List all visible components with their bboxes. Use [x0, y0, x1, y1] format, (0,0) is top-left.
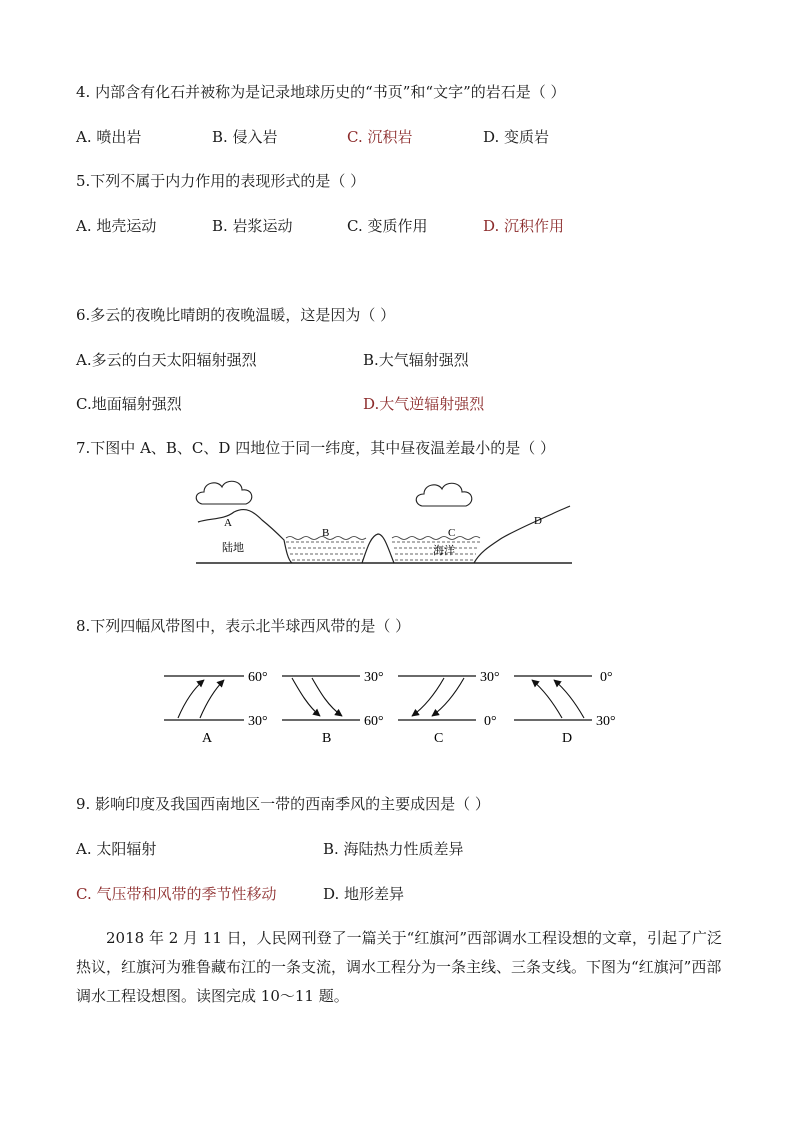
- q5-option-a: A. 地壳运动: [76, 217, 157, 235]
- q6-option-a: A.多云的白天太阳辐射强烈: [76, 351, 257, 369]
- q5-option-c: C. 变质作用: [347, 217, 428, 235]
- q7-land-sea-diagram: [190, 472, 585, 572]
- q8-a-top: 60°: [248, 670, 268, 685]
- q8-panel-d: [514, 670, 616, 746]
- q5-option-b: B. 岩浆运动: [212, 217, 293, 235]
- q8-b-top: 30°: [364, 670, 384, 685]
- question-5-stem: 5.下列不属于内力作用的表现形式的是（ ）: [76, 172, 366, 190]
- q8-wind-belt-diagrams: [160, 664, 630, 748]
- q8-c-top: 30°: [480, 670, 500, 685]
- question-4-stem: 4. 内部含有化石并被称为是记录地球历史的“书页”和“文字”的岩石是（ ）: [76, 83, 566, 101]
- q8-c-bottom: 0°: [484, 714, 497, 729]
- q7-ocean-label: 海洋: [433, 545, 455, 557]
- q8-b-label: B: [322, 731, 332, 746]
- q7-label-c: C: [448, 527, 456, 539]
- q8-panel-a: [164, 670, 268, 746]
- q8-d-label: D: [562, 731, 573, 746]
- q7-label-a: A: [224, 517, 232, 529]
- q8-d-top: 0°: [600, 670, 613, 685]
- q9-option-d: D. 地形差异: [323, 885, 405, 903]
- q4-option-c: C. 沉积岩: [347, 128, 413, 146]
- q8-a-bottom: 30°: [248, 714, 268, 729]
- q9-option-b: B. 海陆热力性质差异: [323, 840, 464, 858]
- q7-land-label: 陆地: [222, 542, 244, 554]
- q6-option-c: C.地面辐射强烈: [76, 395, 182, 413]
- passage-paragraph: 2018 年 2 月 11 日，人民网刊登了一篇关于“红旗河”西部调水工程设想的文章，引起了广泛热议，红旗河为雅鲁藏布江的一条支流，调水工程分为一条主线、三条支线。下图为“红旗河”西部调水工程设想图。读图完成 10～11 题。: [76, 929, 722, 1005]
- q8-a-label: A: [202, 731, 213, 746]
- q8-d-bottom: 30°: [596, 714, 616, 729]
- question-8-stem: 8.下列四幅风带图中，表示北半球西风带的是（ ）: [76, 617, 411, 635]
- q8-b-bottom: 60°: [364, 714, 384, 729]
- q9-option-a: A. 太阳辐射: [76, 840, 157, 858]
- q4-option-b: B. 侵入岩: [212, 128, 278, 146]
- question-7-stem: 7.下图中 A、B、C、D 四地位于同一纬度，其中昼夜温差最小的是（ ）: [76, 439, 555, 457]
- question-6-stem: 6.多云的夜晚比晴朗的夜晚温暖，这是因为（ ）: [76, 306, 396, 324]
- q7-label-b: B: [322, 527, 330, 539]
- cloud-left-icon: [196, 481, 252, 504]
- q9-option-c: C. 气压带和风带的季节性移动: [76, 885, 277, 903]
- q4-option-a: A. 喷出岩: [76, 128, 142, 146]
- q6-option-b: B.大气辐射强烈: [363, 351, 469, 369]
- cloud-right-icon: [416, 483, 472, 506]
- q8-panel-b: [282, 670, 384, 746]
- q7-label-d: D: [534, 515, 542, 527]
- q4-option-d: D. 变质岩: [483, 128, 550, 146]
- q8-panel-c: [398, 670, 500, 746]
- q6-option-d: D.大气逆辐射强烈: [363, 395, 485, 413]
- q5-option-d: D. 沉积作用: [483, 217, 565, 235]
- question-9-stem: 9. 影响印度及我国西南地区一带的西南季风的主要成因是（ ）: [76, 795, 490, 813]
- q8-c-label: C: [434, 731, 444, 746]
